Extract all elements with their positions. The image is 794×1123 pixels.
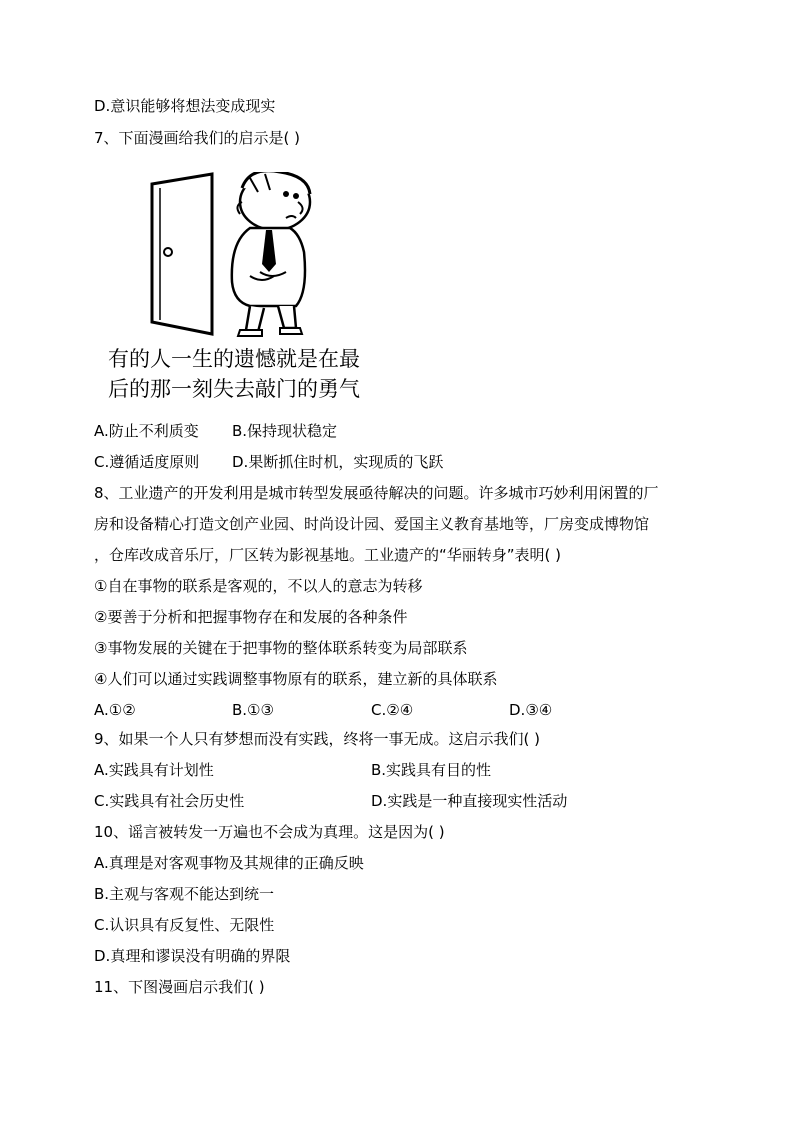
q7-option-a: A.防止不利质变	[94, 422, 199, 440]
q6-option-d: D.意识能够将想法变成现实	[94, 97, 276, 115]
q9-option-d: D.实践是一种直接现实性活动	[371, 792, 568, 810]
q8-option-c: C.②④	[371, 701, 414, 719]
q8-option-b: B.①③	[232, 701, 274, 719]
q8-statement-1: ①自在事物的联系是客观的，不以人的意志为转移	[94, 577, 423, 595]
q9-option-b: B.实践具有目的性	[371, 761, 492, 779]
q8-statement-2: ②要善于分析和把握事物存在和发展的各种条件	[94, 608, 408, 626]
q8-statement-4: ④人们可以通过实践调整事物原有的联系，建立新的具体联系	[94, 670, 498, 688]
q10-option-b: B.主观与客观不能达到统一	[94, 885, 275, 903]
q10-stem: 10、谣言被转发一万遍也不会成为真理。这是因为( )	[94, 823, 445, 841]
q7-stem: 7、下面漫画给我们的启示是( )	[94, 129, 301, 147]
q8-option-d: D.③④	[509, 701, 553, 719]
q7-option-c: C.遵循适度原则	[94, 453, 200, 471]
q11-stem: 11、下图漫画启示我们( )	[94, 978, 265, 996]
door-shape	[152, 174, 212, 334]
q10-option-c: C.认识具有反复性、无限性	[94, 916, 275, 934]
q7-caption-line-2: 后的那一刻失去敲门的勇气	[108, 377, 360, 401]
q8-stem-line-3: ，仓库改成音乐厅，厂区转为影视基地。工业遗产的“华丽转身”表明( )	[94, 546, 562, 564]
q8-stem-line-2: 房和设备精心打造文创产业园、时尚设计园、爱国主义教育基地等，厂房变成博物馆	[94, 515, 650, 533]
q8-option-a: A.①②	[94, 701, 136, 719]
q10-option-a: A.真理是对客观事物及其规律的正确反映	[94, 854, 364, 872]
q9-option-c: C.实践具有社会历史性	[94, 792, 245, 810]
q7-option-b: B.保持现状稳定	[232, 422, 338, 440]
q10-option-d: D.真理和谬误没有明确的界限	[94, 947, 291, 965]
q8-statement-3: ③事物发展的关键在于把事物的整体联系转变为局部联系	[94, 639, 468, 657]
q9-option-a: A.实践具有计划性	[94, 761, 214, 779]
q7-option-d: D.果断抓住时机，实现质的飞跃	[232, 453, 444, 471]
q7-caption-line-1: 有的人一生的遗憾就是在最	[108, 347, 360, 371]
q8-stem-line-1: 8、工业遗产的开发利用是城市转型发展亟待解决的问题。许多城市巧妙利用闲置的厂	[94, 484, 659, 502]
q9-stem: 9、如果一个人只有梦想而没有实践，终将一事无成。这启示我们( )	[94, 730, 541, 748]
